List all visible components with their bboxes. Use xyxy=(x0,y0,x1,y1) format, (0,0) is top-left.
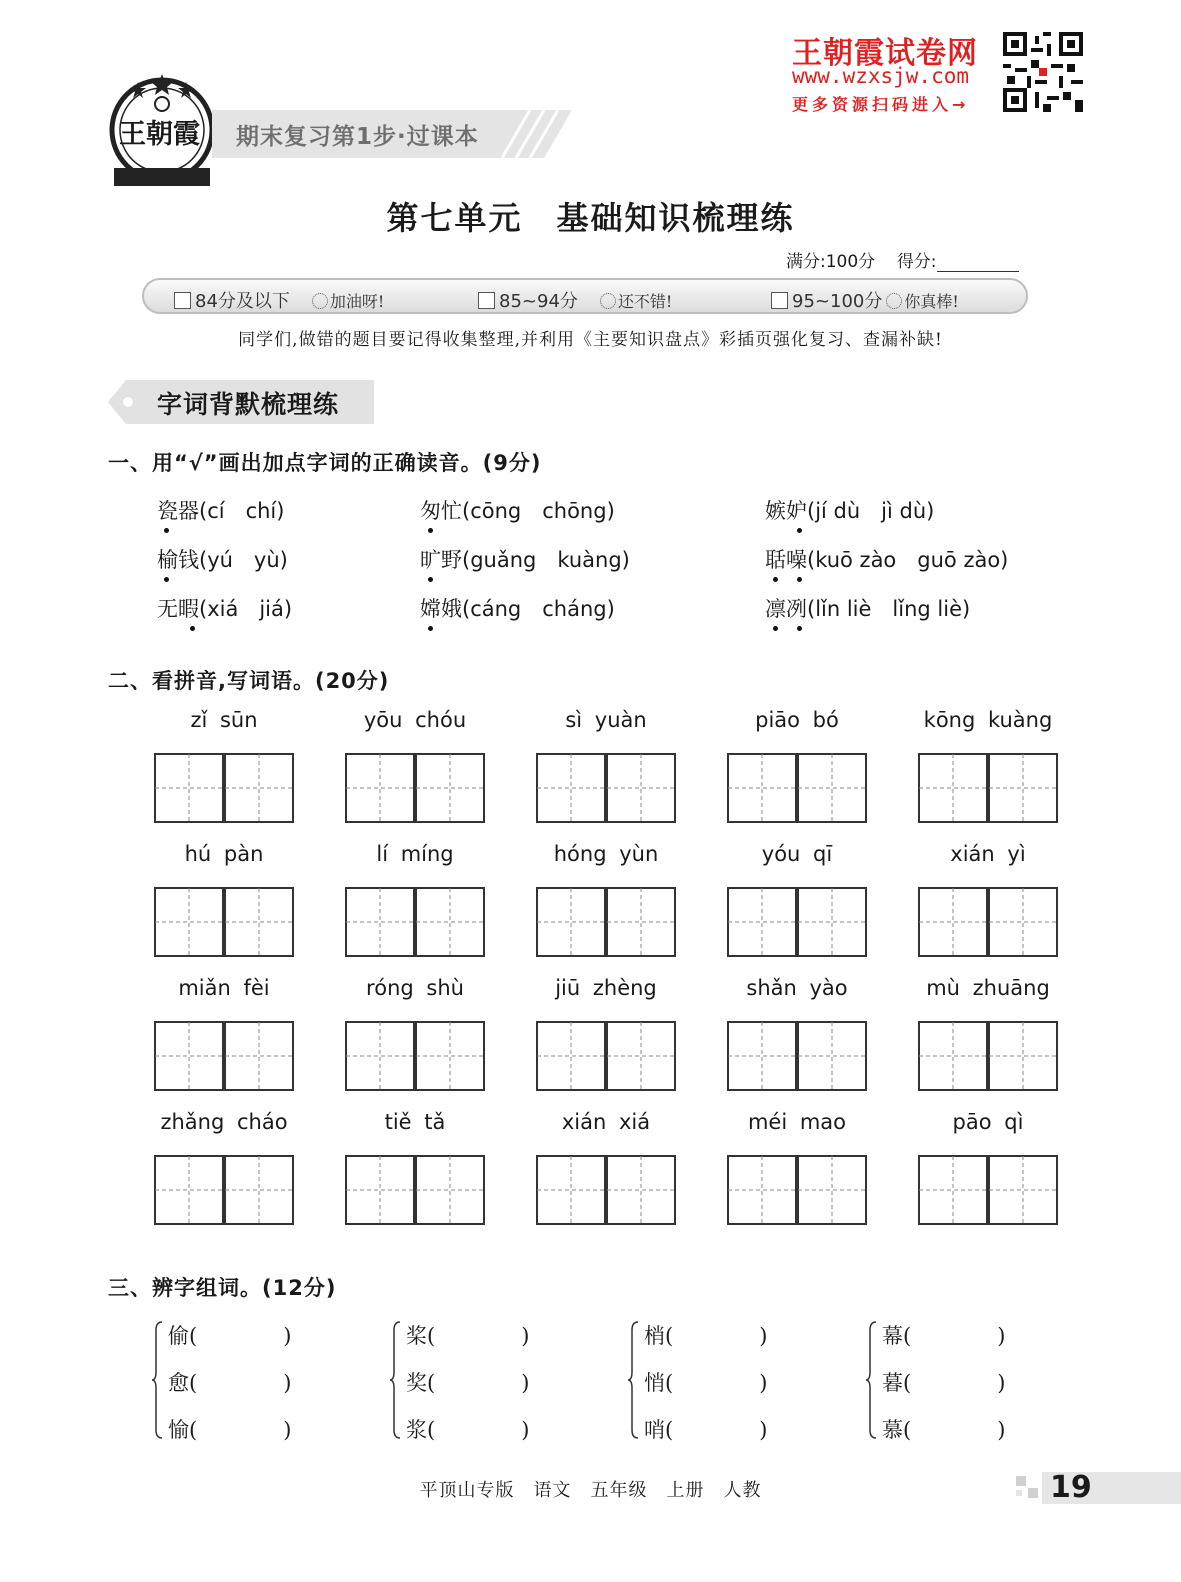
close-paren: ) xyxy=(759,1418,768,1442)
close-paren: ) xyxy=(283,1418,292,1442)
tianzige-box[interactable] xyxy=(797,887,867,957)
pinyin-options[interactable]: (lǐn liè lǐng liè) xyxy=(807,597,971,621)
emphasis-dot xyxy=(190,626,195,631)
tianzige-box[interactable] xyxy=(606,1155,676,1225)
tianzige-box[interactable] xyxy=(415,1021,485,1091)
emphasis-dot xyxy=(773,626,778,631)
tianzige-box[interactable] xyxy=(918,1155,988,1225)
pinyin-options[interactable]: (kuō zào guō zào) xyxy=(807,548,1009,572)
pinyin-label: méi mao xyxy=(747,1110,847,1134)
left-brace xyxy=(390,1320,402,1440)
char-prompt: 慕( xyxy=(882,1418,912,1442)
left-brace xyxy=(152,1320,164,1440)
pinyin-label: lí míng xyxy=(376,842,454,866)
tianzige-box[interactable] xyxy=(224,753,294,823)
pinyin-label: hóng yùn xyxy=(553,842,659,866)
char-prompt: 哨( xyxy=(644,1418,674,1442)
close-paren: ) xyxy=(759,1324,768,1348)
tianzige-box[interactable] xyxy=(988,887,1058,957)
emphasis-dot xyxy=(773,577,778,582)
grade-message: 你真棒! xyxy=(904,292,959,311)
tianzige-box[interactable] xyxy=(988,753,1058,823)
word: 旷野 xyxy=(420,548,462,572)
close-paren: ) xyxy=(521,1418,530,1442)
emphasis-dot xyxy=(428,528,433,533)
tianzige-box[interactable] xyxy=(797,753,867,823)
pinyin-label: mù zhuāng xyxy=(926,976,1050,1000)
tianzige-box[interactable] xyxy=(988,1155,1058,1225)
pinyin-label: zhǎng cháo xyxy=(160,1110,288,1134)
close-paren: ) xyxy=(283,1324,292,1348)
q1-item[interactable] xyxy=(420,544,630,574)
char-prompt: 悄( xyxy=(644,1371,674,1395)
section-tag-text: 字词背默梳理练 xyxy=(157,390,340,419)
close-paren: ) xyxy=(997,1324,1006,1348)
pinyin-options[interactable]: (guǎng kuàng) xyxy=(462,548,630,572)
tianzige-box[interactable] xyxy=(224,1155,294,1225)
pinyin-label: piāo bó xyxy=(755,708,839,732)
char-prompt: 暮( xyxy=(882,1371,912,1395)
char-prompt: 桨( xyxy=(406,1324,436,1348)
q1-heading: 一、用“√”画出加点字词的正确读音。(9分) xyxy=(108,451,542,475)
tianzige-box[interactable] xyxy=(345,753,415,823)
pinyin-label: shǎn yào xyxy=(746,976,848,1000)
tianzige-box[interactable] xyxy=(345,887,415,957)
emphasis-dot xyxy=(164,577,169,582)
word: 凛冽 xyxy=(765,597,807,621)
tianzige-box[interactable] xyxy=(415,1155,485,1225)
brand-name: 王朝霞试卷网 xyxy=(792,36,978,71)
char-prompt: 梢( xyxy=(644,1324,674,1348)
grade-range: 84分及以下 xyxy=(195,291,290,312)
score-blank[interactable] xyxy=(937,254,1019,272)
tianzige-box[interactable] xyxy=(988,1021,1058,1091)
pinyin-options[interactable]: (cōng chōng) xyxy=(462,499,615,523)
tianzige-box[interactable] xyxy=(918,887,988,957)
tianzige-box[interactable] xyxy=(727,887,797,957)
q1-item[interactable] xyxy=(420,495,615,525)
tianzige-box[interactable] xyxy=(536,753,606,823)
pinyin-label: róng shù xyxy=(366,976,464,1000)
word-form-item[interactable] xyxy=(406,1320,529,1350)
close-paren: ) xyxy=(521,1324,530,1348)
tianzige-box[interactable] xyxy=(797,1155,867,1225)
emphasis-dot xyxy=(797,626,802,631)
smiley-icon xyxy=(312,293,328,309)
checkbox[interactable] xyxy=(478,292,495,309)
checkbox[interactable] xyxy=(174,292,191,309)
tianzige-box[interactable] xyxy=(154,1021,224,1091)
tianzige-box[interactable] xyxy=(536,1155,606,1225)
pinyin-options[interactable]: (jí dù jì dù) xyxy=(807,499,935,523)
word-form-item[interactable] xyxy=(882,1414,1005,1444)
tianzige-box[interactable] xyxy=(918,1021,988,1091)
emphasis-dot xyxy=(428,577,433,582)
pinyin-label: yōu chóu xyxy=(363,708,467,732)
pinyin-label: yóu qī xyxy=(761,842,833,866)
tianzige-box[interactable] xyxy=(918,753,988,823)
grade-message: 还不错! xyxy=(617,292,673,311)
self-assessment-bar xyxy=(142,278,1028,314)
close-paren: ) xyxy=(997,1371,1006,1395)
tianzige-box[interactable] xyxy=(224,887,294,957)
word: 聒噪 xyxy=(765,548,807,572)
word-form-item[interactable] xyxy=(168,1320,291,1350)
pinyin-label: xián xiá xyxy=(561,1110,651,1134)
tianzige-box[interactable] xyxy=(224,1021,294,1091)
brand-tagline: 更多资源扫码进入→ xyxy=(792,95,970,114)
pinyin-label: miǎn fèi xyxy=(178,976,270,1000)
pinyin-label: zǐ sūn xyxy=(190,708,258,732)
brand-url[interactable]: www.wzxsjw.com xyxy=(792,64,970,88)
close-paren: ) xyxy=(521,1371,530,1395)
char-prompt: 愈( xyxy=(168,1371,198,1395)
word: 匆忙 xyxy=(420,499,462,523)
tianzige-box[interactable] xyxy=(606,753,676,823)
char-prompt: 幕( xyxy=(882,1324,912,1348)
pinyin-label: tiě tǎ xyxy=(384,1110,446,1134)
word-form-item[interactable] xyxy=(644,1414,767,1444)
page-number: 19 xyxy=(1050,1470,1092,1505)
close-paren: ) xyxy=(997,1418,1006,1442)
grade-message: 加油呀! xyxy=(329,292,385,311)
tianzige-box[interactable] xyxy=(415,753,485,823)
grade-option-3[interactable] xyxy=(771,287,959,313)
q1-item[interactable] xyxy=(157,593,292,623)
score-line xyxy=(786,247,1019,272)
word-form-item[interactable] xyxy=(168,1367,291,1397)
word: 嫦娥 xyxy=(420,597,462,621)
tianzige-box[interactable] xyxy=(727,1021,797,1091)
q1-item[interactable] xyxy=(765,593,970,623)
word-form-item[interactable] xyxy=(882,1320,1005,1350)
pinyin-options[interactable]: (cí chí) xyxy=(199,499,285,523)
tianzige-box[interactable] xyxy=(727,753,797,823)
emphasis-dot xyxy=(797,577,802,582)
emphasis-dot xyxy=(428,626,433,631)
grade-option-1[interactable] xyxy=(174,287,384,313)
pinyin-options[interactable]: (cáng cháng) xyxy=(462,597,615,621)
close-paren: ) xyxy=(759,1371,768,1395)
page-title: 第七单元 基础知识梳理练 xyxy=(386,199,795,237)
pinyin-options[interactable]: (xiá jiá) xyxy=(199,597,293,621)
q1-item[interactable] xyxy=(765,544,1008,574)
tianzige-box[interactable] xyxy=(536,887,606,957)
word-form-item[interactable] xyxy=(406,1414,529,1444)
pinyin-label: hú pàn xyxy=(184,842,264,866)
tianzige-box[interactable] xyxy=(606,887,676,957)
qr-code-icon[interactable] xyxy=(1003,32,1083,112)
pinyin-label: kōng kuàng xyxy=(923,708,1053,732)
pinyin-label: sì yuàn xyxy=(565,708,647,732)
left-brace xyxy=(866,1320,878,1440)
char-prompt: 偷( xyxy=(168,1324,198,1348)
study-note: 同学们,做错的题目要记得收集整理,并利用《主要知识盘点》彩插页强化复习、查漏补缺! xyxy=(238,330,943,350)
word-form-item[interactable] xyxy=(168,1414,291,1444)
word-form-item[interactable] xyxy=(644,1320,767,1350)
logo-text: 王朝霞 xyxy=(119,119,200,150)
step-banner-text: 期末复习第1步·过课本 xyxy=(236,124,479,150)
pinyin-label: pāo qì xyxy=(952,1110,1024,1134)
char-prompt: 愉( xyxy=(168,1418,198,1442)
checkbox[interactable] xyxy=(771,292,788,309)
word: 瓷器 xyxy=(157,499,199,523)
tianzige-box[interactable] xyxy=(154,753,224,823)
tianzige-box[interactable] xyxy=(536,1021,606,1091)
smiley-icon xyxy=(886,293,902,309)
tianzige-box[interactable] xyxy=(797,1021,867,1091)
grade-range: 95~100分 xyxy=(792,291,883,312)
word-form-item[interactable] xyxy=(644,1367,767,1397)
word: 无暇 xyxy=(157,597,199,621)
tianzige-box[interactable] xyxy=(606,1021,676,1091)
q1-item[interactable] xyxy=(157,544,288,574)
emphasis-dot xyxy=(164,528,169,533)
left-brace xyxy=(628,1320,640,1440)
tianzige-box[interactable] xyxy=(345,1021,415,1091)
full-score: 满分:100分 xyxy=(786,252,876,272)
tianzige-box[interactable] xyxy=(415,887,485,957)
q1-item[interactable] xyxy=(765,495,934,525)
tianzige-box[interactable] xyxy=(154,1155,224,1225)
word-form-item[interactable] xyxy=(882,1367,1005,1397)
close-paren: ) xyxy=(283,1371,292,1395)
q1-item[interactable] xyxy=(157,495,284,525)
word: 嫉妒 xyxy=(765,499,807,523)
char-prompt: 奖( xyxy=(406,1371,436,1395)
tianzige-box[interactable] xyxy=(345,1155,415,1225)
grade-option-2[interactable] xyxy=(478,287,672,313)
q2-heading: 二、看拼音,写词语。(20分) xyxy=(108,669,390,693)
pinyin-label: jiū zhèng xyxy=(555,976,657,1000)
grade-range: 85~94分 xyxy=(499,291,578,312)
char-prompt: 浆( xyxy=(406,1418,436,1442)
q3-heading: 三、辨字组词。(12分) xyxy=(108,1276,337,1300)
word-form-item[interactable] xyxy=(406,1367,529,1397)
q1-item[interactable] xyxy=(420,593,615,623)
footer-edition: 平顶山专版 语文 五年级 上册 人教 xyxy=(419,1480,762,1501)
tianzige-box[interactable] xyxy=(154,887,224,957)
emphasis-dot xyxy=(797,528,802,533)
smiley-icon xyxy=(600,293,616,309)
word: 榆钱 xyxy=(157,548,199,572)
score-label: 得分: xyxy=(896,252,937,272)
tianzige-box[interactable] xyxy=(727,1155,797,1225)
pinyin-label: xián yì xyxy=(950,842,1026,866)
pinyin-options[interactable]: (yú yù) xyxy=(199,548,288,572)
pixel-decoration xyxy=(1016,1476,1040,1500)
